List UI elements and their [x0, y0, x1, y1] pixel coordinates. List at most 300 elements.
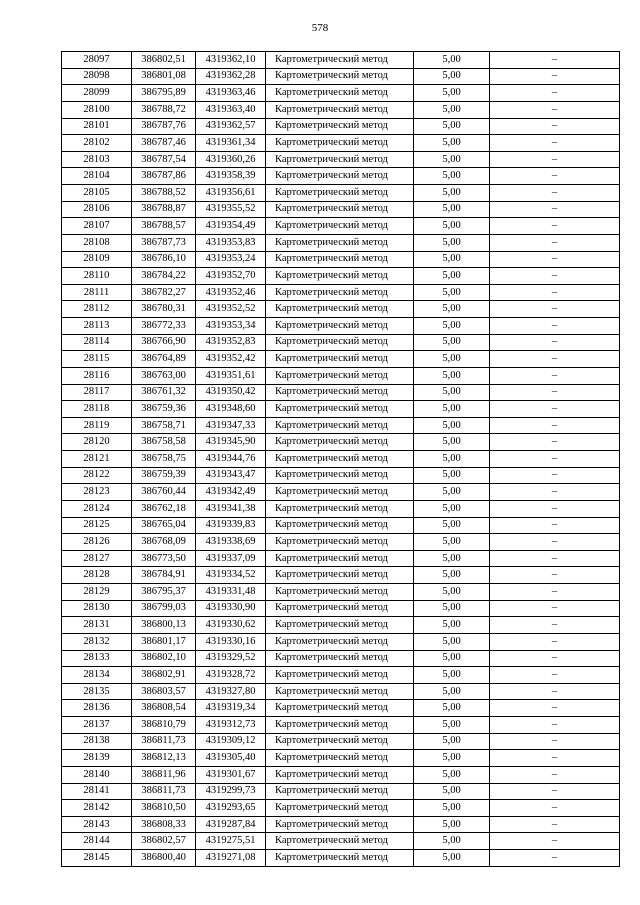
table-row	[62, 201, 620, 218]
note-cell: –	[490, 151, 620, 168]
point-number-cell: 28101	[62, 118, 132, 135]
x-coordinate-cell: 386803,57	[132, 683, 196, 700]
note-cell: –	[490, 301, 620, 318]
table-row	[62, 500, 620, 517]
accuracy-cell: 5,00	[414, 301, 490, 318]
method-cell: Картометрический метод	[266, 151, 414, 168]
accuracy-cell: 5,00	[414, 683, 490, 700]
method-cell: Картометрический метод	[266, 550, 414, 567]
accuracy-cell: 5,00	[414, 101, 490, 118]
y-coordinate-cell: 4319353,83	[196, 234, 266, 251]
table-row	[62, 351, 620, 368]
y-coordinate-cell: 4319339,83	[196, 517, 266, 534]
table-row	[62, 484, 620, 501]
x-coordinate-cell: 386808,54	[132, 700, 196, 717]
accuracy-cell: 5,00	[414, 168, 490, 185]
x-coordinate-cell: 386764,89	[132, 351, 196, 368]
note-cell: –	[490, 85, 620, 102]
accuracy-cell: 5,00	[414, 284, 490, 301]
table-row	[62, 534, 620, 551]
note-cell: –	[490, 318, 620, 335]
y-coordinate-cell: 4319345,90	[196, 434, 266, 451]
note-cell: –	[490, 600, 620, 617]
point-number-cell: 28110	[62, 268, 132, 285]
point-number-cell: 28112	[62, 301, 132, 318]
y-coordinate-cell: 4319299,73	[196, 783, 266, 800]
method-cell: Картометрический метод	[266, 318, 414, 335]
point-number-cell: 28142	[62, 800, 132, 817]
y-coordinate-cell: 4319344,76	[196, 451, 266, 468]
y-coordinate-cell: 4319319,34	[196, 700, 266, 717]
x-coordinate-cell: 386800,40	[132, 850, 196, 867]
accuracy-cell: 5,00	[414, 417, 490, 434]
y-coordinate-cell: 4319341,38	[196, 500, 266, 517]
note-cell: –	[490, 401, 620, 418]
accuracy-cell: 5,00	[414, 201, 490, 218]
x-coordinate-cell: 386758,75	[132, 451, 196, 468]
note-cell: –	[490, 733, 620, 750]
accuracy-cell: 5,00	[414, 85, 490, 102]
point-number-cell: 28144	[62, 833, 132, 850]
x-coordinate-cell: 386812,13	[132, 750, 196, 767]
y-coordinate-cell: 4319330,62	[196, 617, 266, 634]
note-cell: –	[490, 185, 620, 202]
method-cell: Картометрический метод	[266, 334, 414, 351]
table-row	[62, 517, 620, 534]
accuracy-cell: 5,00	[414, 550, 490, 567]
table-row	[62, 434, 620, 451]
accuracy-cell: 5,00	[414, 816, 490, 833]
table-row	[62, 234, 620, 251]
accuracy-cell: 5,00	[414, 351, 490, 368]
point-number-cell: 28129	[62, 584, 132, 601]
x-coordinate-cell: 386784,91	[132, 567, 196, 584]
table-body	[62, 52, 620, 867]
table-row	[62, 550, 620, 567]
y-coordinate-cell: 4319356,61	[196, 185, 266, 202]
y-coordinate-cell: 4319352,42	[196, 351, 266, 368]
x-coordinate-cell: 386787,54	[132, 151, 196, 168]
accuracy-cell: 5,00	[414, 251, 490, 268]
table-row	[62, 717, 620, 734]
method-cell: Картометрический метод	[266, 667, 414, 684]
y-coordinate-cell: 4319354,49	[196, 218, 266, 235]
table-row	[62, 401, 620, 418]
accuracy-cell: 5,00	[414, 434, 490, 451]
point-number-cell: 28133	[62, 650, 132, 667]
method-cell: Картометрический метод	[266, 617, 414, 634]
point-number-cell: 28098	[62, 68, 132, 85]
method-cell: Картометрический метод	[266, 733, 414, 750]
method-cell: Картометрический метод	[266, 101, 414, 118]
method-cell: Картометрический метод	[266, 500, 414, 517]
note-cell: –	[490, 218, 620, 235]
note-cell: –	[490, 451, 620, 468]
note-cell: –	[490, 467, 620, 484]
note-cell: –	[490, 617, 620, 634]
y-coordinate-cell: 4319293,65	[196, 800, 266, 817]
method-cell: Картометрический метод	[266, 650, 414, 667]
method-cell: Картометрический метод	[266, 783, 414, 800]
x-coordinate-cell: 386787,73	[132, 234, 196, 251]
x-coordinate-cell: 386765,04	[132, 517, 196, 534]
method-cell: Картометрический метод	[266, 401, 414, 418]
note-cell: –	[490, 251, 620, 268]
method-cell: Картометрический метод	[266, 484, 414, 501]
table-row	[62, 151, 620, 168]
x-coordinate-cell: 386759,36	[132, 401, 196, 418]
point-number-cell: 28139	[62, 750, 132, 767]
method-cell: Картометрический метод	[266, 85, 414, 102]
point-number-cell: 28136	[62, 700, 132, 717]
table-row	[62, 667, 620, 684]
method-cell: Картометрический метод	[266, 750, 414, 767]
x-coordinate-cell: 386802,91	[132, 667, 196, 684]
point-number-cell: 28119	[62, 417, 132, 434]
table-row	[62, 816, 620, 833]
note-cell: –	[490, 850, 620, 867]
accuracy-cell: 5,00	[414, 700, 490, 717]
note-cell: –	[490, 650, 620, 667]
method-cell: Картометрический метод	[266, 185, 414, 202]
note-cell: –	[490, 68, 620, 85]
y-coordinate-cell: 4319362,10	[196, 52, 266, 69]
method-cell: Картометрический метод	[266, 351, 414, 368]
y-coordinate-cell: 4319328,72	[196, 667, 266, 684]
accuracy-cell: 5,00	[414, 268, 490, 285]
page-number: 578	[311, 22, 329, 34]
x-coordinate-cell: 386787,86	[132, 168, 196, 185]
x-coordinate-cell: 386787,76	[132, 118, 196, 135]
y-coordinate-cell: 4319330,16	[196, 633, 266, 650]
method-cell: Картометрический метод	[266, 201, 414, 218]
note-cell: –	[490, 567, 620, 584]
table-row	[62, 783, 620, 800]
note-cell: –	[490, 633, 620, 650]
method-cell: Картометрический метод	[266, 135, 414, 152]
point-number-cell: 28115	[62, 351, 132, 368]
point-number-cell: 28103	[62, 151, 132, 168]
y-coordinate-cell: 4319362,57	[196, 118, 266, 135]
y-coordinate-cell: 4319347,33	[196, 417, 266, 434]
x-coordinate-cell: 386763,00	[132, 367, 196, 384]
y-coordinate-cell: 4319275,51	[196, 833, 266, 850]
table-row	[62, 467, 620, 484]
x-coordinate-cell: 386788,87	[132, 201, 196, 218]
note-cell: –	[490, 833, 620, 850]
note-cell: –	[490, 334, 620, 351]
accuracy-cell: 5,00	[414, 833, 490, 850]
accuracy-cell: 5,00	[414, 667, 490, 684]
method-cell: Картометрический метод	[266, 384, 414, 401]
accuracy-cell: 5,00	[414, 185, 490, 202]
accuracy-cell: 5,00	[414, 234, 490, 251]
point-number-cell: 28125	[62, 517, 132, 534]
accuracy-cell: 5,00	[414, 600, 490, 617]
method-cell: Картометрический метод	[266, 600, 414, 617]
method-cell: Картометрический метод	[266, 850, 414, 867]
x-coordinate-cell: 386788,52	[132, 185, 196, 202]
table-row	[62, 284, 620, 301]
point-number-cell: 28105	[62, 185, 132, 202]
accuracy-cell: 5,00	[414, 334, 490, 351]
x-coordinate-cell: 386799,03	[132, 600, 196, 617]
table-row	[62, 567, 620, 584]
x-coordinate-cell: 386761,32	[132, 384, 196, 401]
y-coordinate-cell: 4319352,46	[196, 284, 266, 301]
note-cell: –	[490, 534, 620, 551]
note-cell: –	[490, 52, 620, 69]
table-row	[62, 451, 620, 468]
table-row	[62, 268, 620, 285]
x-coordinate-cell: 386810,50	[132, 800, 196, 817]
accuracy-cell: 5,00	[414, 633, 490, 650]
table-row	[62, 384, 620, 401]
note-cell: –	[490, 367, 620, 384]
y-coordinate-cell: 4319353,24	[196, 251, 266, 268]
table-row	[62, 334, 620, 351]
point-number-cell: 28122	[62, 467, 132, 484]
method-cell: Картометрический метод	[266, 816, 414, 833]
accuracy-cell: 5,00	[414, 650, 490, 667]
x-coordinate-cell: 386784,22	[132, 268, 196, 285]
note-cell: –	[490, 584, 620, 601]
table-row	[62, 600, 620, 617]
point-number-cell: 28130	[62, 600, 132, 617]
point-number-cell: 28131	[62, 617, 132, 634]
note-cell: –	[490, 351, 620, 368]
x-coordinate-cell: 386762,18	[132, 500, 196, 517]
point-number-cell: 28116	[62, 367, 132, 384]
method-cell: Картометрический метод	[266, 301, 414, 318]
y-coordinate-cell: 4319337,09	[196, 550, 266, 567]
method-cell: Картометрический метод	[266, 52, 414, 69]
table-row	[62, 168, 620, 185]
method-cell: Картометрический метод	[266, 251, 414, 268]
y-coordinate-cell: 4319329,52	[196, 650, 266, 667]
note-cell: –	[490, 101, 620, 118]
method-cell: Картометрический метод	[266, 451, 414, 468]
method-cell: Картометрический метод	[266, 633, 414, 650]
accuracy-cell: 5,00	[414, 451, 490, 468]
x-coordinate-cell: 386782,27	[132, 284, 196, 301]
x-coordinate-cell: 386811,73	[132, 783, 196, 800]
note-cell: –	[490, 434, 620, 451]
y-coordinate-cell: 4319352,83	[196, 334, 266, 351]
x-coordinate-cell: 386802,57	[132, 833, 196, 850]
x-coordinate-cell: 386759,39	[132, 467, 196, 484]
x-coordinate-cell: 386802,10	[132, 650, 196, 667]
accuracy-cell: 5,00	[414, 617, 490, 634]
point-number-cell: 28128	[62, 567, 132, 584]
table-row	[62, 85, 620, 102]
point-number-cell: 28145	[62, 850, 132, 867]
note-cell: –	[490, 168, 620, 185]
point-number-cell: 28106	[62, 201, 132, 218]
table-row	[62, 367, 620, 384]
point-number-cell: 28099	[62, 85, 132, 102]
x-coordinate-cell: 386766,90	[132, 334, 196, 351]
x-coordinate-cell: 386811,73	[132, 733, 196, 750]
table-row	[62, 318, 620, 335]
point-number-cell: 28141	[62, 783, 132, 800]
x-coordinate-cell: 386811,96	[132, 766, 196, 783]
accuracy-cell: 5,00	[414, 567, 490, 584]
y-coordinate-cell: 4319287,84	[196, 816, 266, 833]
x-coordinate-cell: 386786,10	[132, 251, 196, 268]
table-row	[62, 683, 620, 700]
y-coordinate-cell: 4319331,48	[196, 584, 266, 601]
accuracy-cell: 5,00	[414, 500, 490, 517]
table-row	[62, 52, 620, 69]
note-cell: –	[490, 717, 620, 734]
table-row	[62, 650, 620, 667]
x-coordinate-cell: 386795,37	[132, 584, 196, 601]
accuracy-cell: 5,00	[414, 733, 490, 750]
table-row	[62, 218, 620, 235]
accuracy-cell: 5,00	[414, 384, 490, 401]
x-coordinate-cell: 386780,31	[132, 301, 196, 318]
note-cell: –	[490, 118, 620, 135]
x-coordinate-cell: 386772,33	[132, 318, 196, 335]
y-coordinate-cell: 4319363,40	[196, 101, 266, 118]
method-cell: Картометрический метод	[266, 517, 414, 534]
x-coordinate-cell: 386758,58	[132, 434, 196, 451]
note-cell: –	[490, 500, 620, 517]
method-cell: Картометрический метод	[266, 284, 414, 301]
accuracy-cell: 5,00	[414, 783, 490, 800]
x-coordinate-cell: 386760,44	[132, 484, 196, 501]
table-row	[62, 118, 620, 135]
point-number-cell: 28137	[62, 717, 132, 734]
table-row	[62, 251, 620, 268]
x-coordinate-cell: 386758,71	[132, 417, 196, 434]
point-number-cell: 28138	[62, 733, 132, 750]
y-coordinate-cell: 4319327,80	[196, 683, 266, 700]
point-number-cell: 28126	[62, 534, 132, 551]
x-coordinate-cell: 386810,79	[132, 717, 196, 734]
y-coordinate-cell: 4319348,60	[196, 401, 266, 418]
accuracy-cell: 5,00	[414, 367, 490, 384]
point-number-cell: 28111	[62, 284, 132, 301]
method-cell: Картометрический метод	[266, 467, 414, 484]
method-cell: Картометрический метод	[266, 367, 414, 384]
method-cell: Картометрический метод	[266, 218, 414, 235]
table-row	[62, 766, 620, 783]
note-cell: –	[490, 550, 620, 567]
note-cell: –	[490, 384, 620, 401]
note-cell: –	[490, 135, 620, 152]
y-coordinate-cell: 4319361,34	[196, 135, 266, 152]
y-coordinate-cell: 4319312,73	[196, 717, 266, 734]
y-coordinate-cell: 4319301,67	[196, 766, 266, 783]
note-cell: –	[490, 201, 620, 218]
y-coordinate-cell: 4319358,39	[196, 168, 266, 185]
table-row	[62, 101, 620, 118]
point-number-cell: 28120	[62, 434, 132, 451]
x-coordinate-cell: 386808,33	[132, 816, 196, 833]
point-number-cell: 28102	[62, 135, 132, 152]
note-cell: –	[490, 700, 620, 717]
y-coordinate-cell: 4319334,52	[196, 567, 266, 584]
accuracy-cell: 5,00	[414, 118, 490, 135]
y-coordinate-cell: 4319360,26	[196, 151, 266, 168]
x-coordinate-cell: 386788,57	[132, 218, 196, 235]
point-number-cell: 28140	[62, 766, 132, 783]
point-number-cell: 28100	[62, 101, 132, 118]
accuracy-cell: 5,00	[414, 218, 490, 235]
note-cell: –	[490, 268, 620, 285]
point-number-cell: 28143	[62, 816, 132, 833]
point-number-cell: 28123	[62, 484, 132, 501]
y-coordinate-cell: 4319350,42	[196, 384, 266, 401]
method-cell: Картометрический метод	[266, 168, 414, 185]
note-cell: –	[490, 284, 620, 301]
y-coordinate-cell: 4319342,49	[196, 484, 266, 501]
note-cell: –	[490, 766, 620, 783]
method-cell: Картометрический метод	[266, 417, 414, 434]
y-coordinate-cell: 4319362,28	[196, 68, 266, 85]
point-number-cell: 28109	[62, 251, 132, 268]
y-coordinate-cell: 4319355,52	[196, 201, 266, 218]
point-number-cell: 28107	[62, 218, 132, 235]
point-number-cell: 28121	[62, 451, 132, 468]
point-number-cell: 28124	[62, 500, 132, 517]
method-cell: Картометрический метод	[266, 434, 414, 451]
method-cell: Картометрический метод	[266, 800, 414, 817]
accuracy-cell: 5,00	[414, 850, 490, 867]
table-row	[62, 833, 620, 850]
accuracy-cell: 5,00	[414, 584, 490, 601]
point-number-cell: 28135	[62, 683, 132, 700]
table-row	[62, 633, 620, 650]
method-cell: Картометрический метод	[266, 68, 414, 85]
y-coordinate-cell: 4319330,90	[196, 600, 266, 617]
method-cell: Картометрический метод	[266, 833, 414, 850]
x-coordinate-cell: 386768,09	[132, 534, 196, 551]
y-coordinate-cell: 4319353,34	[196, 318, 266, 335]
point-number-cell: 28113	[62, 318, 132, 335]
point-number-cell: 28117	[62, 384, 132, 401]
y-coordinate-cell: 4319309,12	[196, 733, 266, 750]
table-row	[62, 301, 620, 318]
point-number-cell: 28097	[62, 52, 132, 69]
x-coordinate-cell: 386802,51	[132, 52, 196, 69]
accuracy-cell: 5,00	[414, 52, 490, 69]
point-number-cell: 28118	[62, 401, 132, 418]
point-number-cell: 28134	[62, 667, 132, 684]
note-cell: –	[490, 667, 620, 684]
table-row	[62, 700, 620, 717]
y-coordinate-cell: 4319363,46	[196, 85, 266, 102]
note-cell: –	[490, 800, 620, 817]
accuracy-cell: 5,00	[414, 750, 490, 767]
accuracy-cell: 5,00	[414, 517, 490, 534]
accuracy-cell: 5,00	[414, 800, 490, 817]
y-coordinate-cell: 4319271,08	[196, 850, 266, 867]
note-cell: –	[490, 417, 620, 434]
method-cell: Картометрический метод	[266, 118, 414, 135]
y-coordinate-cell: 4319305,40	[196, 750, 266, 767]
accuracy-cell: 5,00	[414, 766, 490, 783]
y-coordinate-cell: 4319338,69	[196, 534, 266, 551]
y-coordinate-cell: 4319351,61	[196, 367, 266, 384]
accuracy-cell: 5,00	[414, 318, 490, 335]
x-coordinate-cell: 386773,50	[132, 550, 196, 567]
note-cell: –	[490, 517, 620, 534]
x-coordinate-cell: 386800,13	[132, 617, 196, 634]
y-coordinate-cell: 4319352,52	[196, 301, 266, 318]
